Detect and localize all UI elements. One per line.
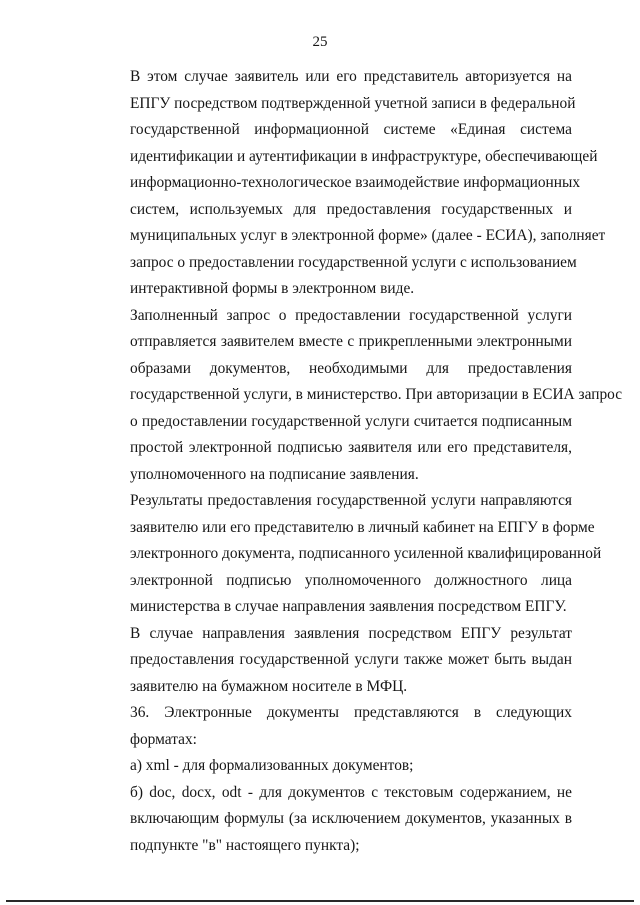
text-line: предоставления государственной услуги также может быть выдан: [130, 651, 572, 668]
text-line: а) xml - для формализованных документов;: [130, 757, 414, 774]
text-line: систем, используемых для предоставления государственных и: [130, 200, 572, 218]
paragraph-esia-authorization: [92, 64, 606, 303]
paragraph-request-submission: [92, 303, 623, 489]
text-line: идентификации и аутентификации в инфраструктуре, обеспечивающей: [130, 147, 598, 165]
text-line: отправляется заявителем вместе с прикрепленными электронными: [130, 333, 572, 350]
text-line: электронной подписью уполномоченного должностного лица: [130, 571, 572, 589]
text-line: запрос о предоставлении государственной услуги с использованием: [130, 253, 577, 271]
text-line: Результаты предоставления государственной услуги направляются: [130, 492, 572, 509]
text-line: заявителю или его представителю в личный кабинет на ЕПГУ в форме: [130, 518, 595, 536]
text-line: уполномоченного на подписание заявления.: [130, 465, 419, 483]
page-bottom-edge: [6, 900, 634, 902]
text-line: интерактивной формы в электронном виде.: [130, 280, 415, 297]
text-line: простой электронной подписью заявителя или его представителя,: [130, 439, 572, 456]
text-line: о предоставлении государственной услуги считается подписанным: [130, 412, 572, 430]
text-line: б) doc, docx, odt - для документов с текстовым содержанием, не: [130, 783, 572, 801]
text-line: муниципальных услуг в электронной форме» (далее - ЕСИА), заполняет: [130, 227, 606, 244]
text-line: государственной услуги, в министерство. При авторизации в ЕСИА запрос: [130, 386, 623, 403]
list-item-b: [92, 780, 572, 860]
text-line: Заполненный запрос о предоставлении государственной услуги: [130, 306, 572, 324]
text-line: 36. Электронные документы представляются в следующих: [130, 704, 572, 721]
paragraph-item-36: [92, 700, 572, 753]
text-line: государственной информационной системе «Единая система: [130, 121, 572, 138]
page-number: 25: [312, 34, 328, 50]
text-line: включающим формулы (за исключением документов, указанных в: [130, 810, 572, 827]
paragraph-service-results: [92, 488, 602, 621]
text-line: ЕПГУ посредством подтвержденной учетной записи в федеральной: [130, 94, 576, 112]
list-item-a: [92, 753, 572, 780]
text-line: В случае направления заявления посредством ЕПГУ результат: [130, 624, 572, 642]
text-line: форматах:: [130, 730, 197, 748]
text-line: заявителю на бумажном носителе в МФЦ.: [130, 677, 408, 695]
text-line: В этом случае заявитель или его представитель авторизуется на: [130, 68, 572, 85]
text-line: электронного документа, подписанного усиленной квалифицированной: [130, 545, 602, 562]
document-body: [92, 64, 623, 859]
text-line: информационно-технологическое взаимодействие информационных: [130, 174, 581, 191]
text-line: подпункте "в" настоящего пункта);: [130, 836, 360, 854]
text-line: образами документов, необходимыми для предоставления: [130, 359, 572, 377]
text-line: министерства в случае направления заявления посредством ЕПГУ.: [130, 598, 567, 615]
paragraph-paper-result: [92, 621, 572, 701]
